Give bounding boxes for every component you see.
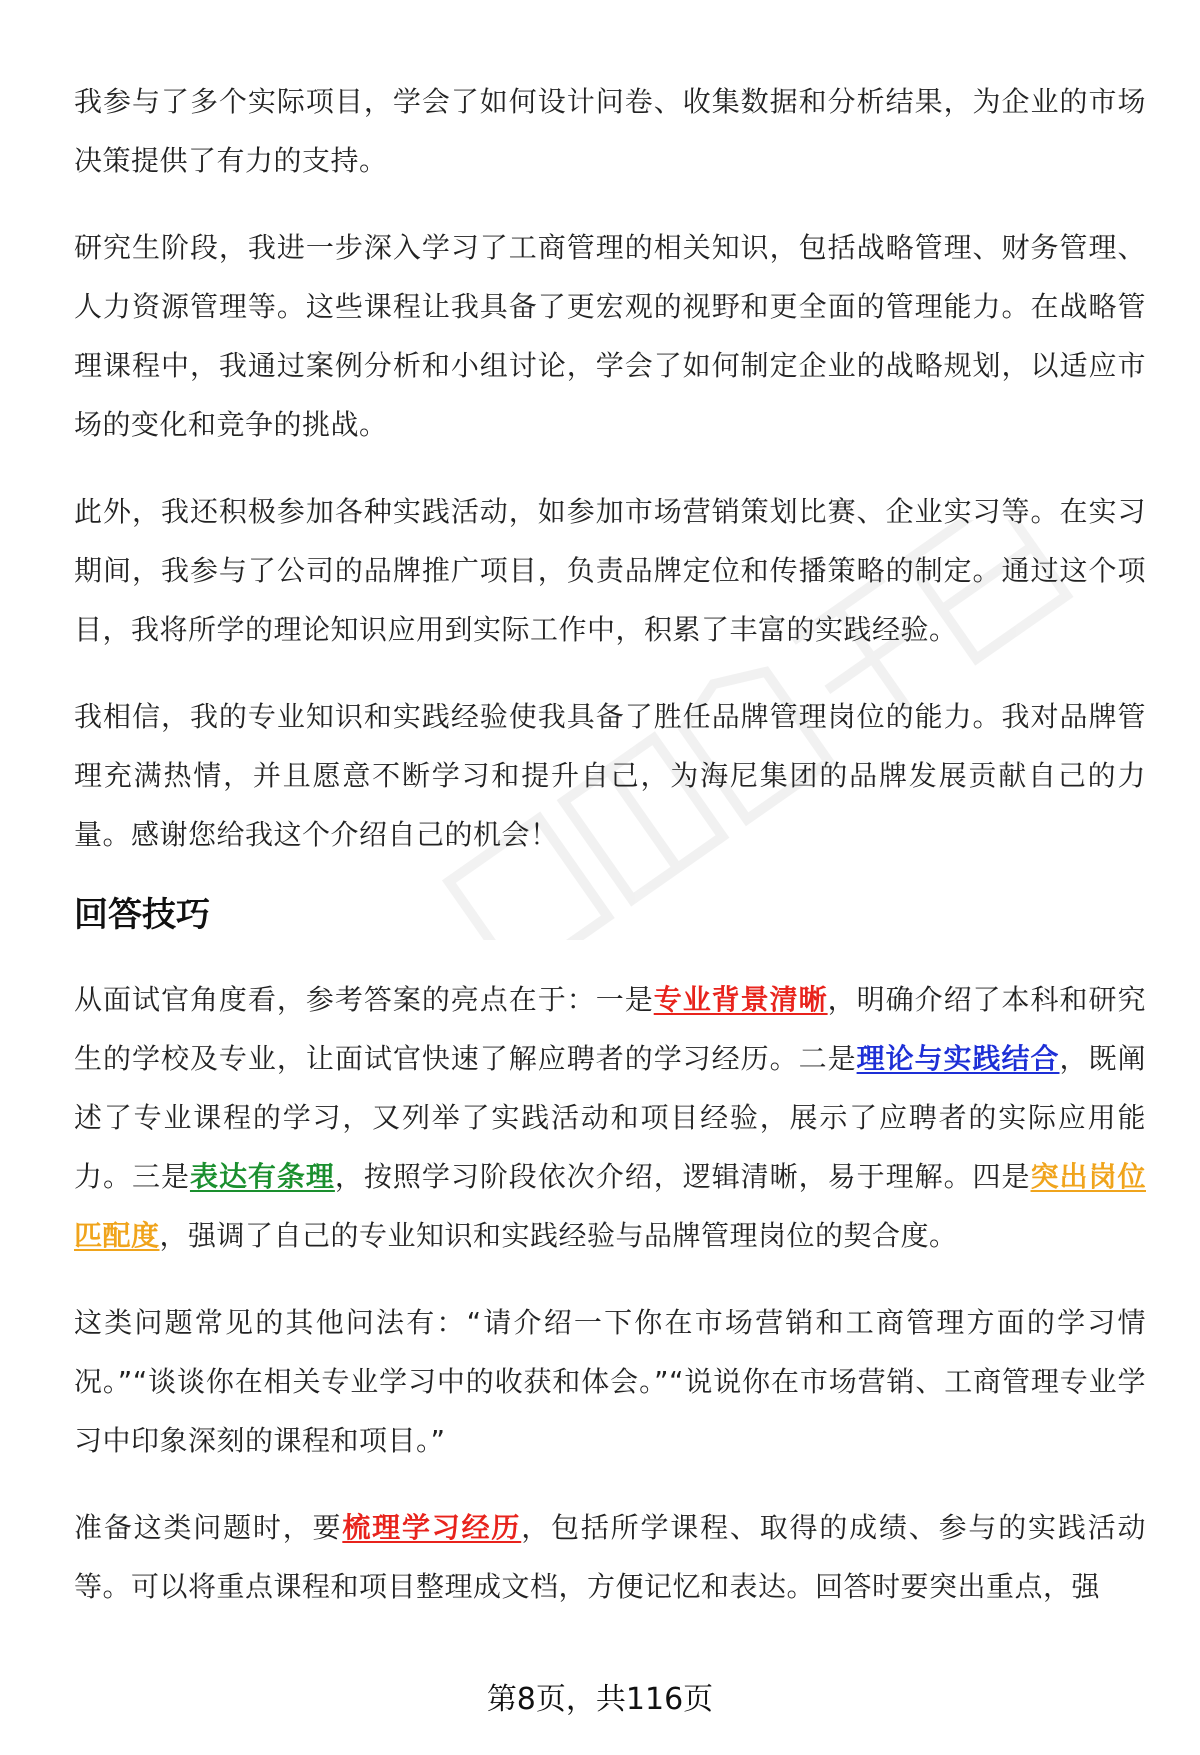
paragraph-interviewer-view bbox=[74, 970, 1146, 1265]
text-segment: ，强调了自己的专业知识和实践经验与品牌管理岗位的契合度。 bbox=[159, 1219, 958, 1252]
highlight-job-fit: 突出岗位匹配度 bbox=[74, 1160, 1146, 1252]
highlight-sort-learning-experience: 梳理学习经历 bbox=[342, 1511, 522, 1544]
text-segment: 准备这类问题时，要 bbox=[74, 1511, 343, 1544]
text-segment: ，既阐述了专业课程的学习，又列举了实践活动和项目经验，展示了应聘者的实际应用能力。三是 bbox=[74, 1042, 1146, 1193]
section-heading-answer-tips: 回答技巧 bbox=[74, 895, 210, 935]
text-segment: ，明确介绍了本科和研究生的学校及专业，让面试官快速了解应聘者的学习经历。二是 bbox=[74, 983, 1146, 1075]
paragraph-alternative-questions: 这类问题常见的其他问法有：“请介绍一下你在市场营销和工商管理方面的学习情况。”“谈谈你在相关专业学习中的收获和体会。”“说说你在市场营销、工商管理专业学习中印象深刻的课程和项目。” bbox=[74, 1306, 1146, 1457]
page-number-footer: 第8页，共116页 bbox=[486, 1682, 714, 1717]
text-segment: ，按照学习阶段依次介绍，逻辑清晰，易于理解。四是 bbox=[334, 1160, 1031, 1193]
paragraph-conclusion: 我相信，我的专业知识和实践经验使我具备了胜任品牌管理岗位的能力。我对品牌管理充满热情，并且愿意不断学习和提升自己，为海尼集团的品牌发展贡献自己的力量。感谢您给我这个介绍自己的机会！ bbox=[74, 700, 1146, 851]
paragraph-practice-activities: 此外，我还积极参加各种实践活动，如参加市场营销策划比赛、企业实习等。在实习期间，我参与了公司的品牌推广项目，负责品牌定位和传播策略的制定。通过这个项目，我将所学的理论知识应用到实际工作中，积累了丰富的实践经验。 bbox=[74, 495, 1146, 646]
text-segment: 从面试官角度看，参考答案的亮点在于：一是 bbox=[74, 983, 654, 1016]
highlight-professional-background: 专业背景清晰 bbox=[653, 983, 828, 1016]
highlight-theory-practice: 理论与实践结合 bbox=[856, 1042, 1060, 1075]
main-content bbox=[74, 72, 1146, 1644]
paragraph-project-experience: 我参与了多个实际项目，学会了如何设计问卷、收集数据和分析结果，为企业的市场决策提供了有力的支持。 bbox=[74, 85, 1146, 177]
highlight-organized-expression: 表达有条理 bbox=[189, 1160, 335, 1193]
text-segment: ，包括所学课程、取得的成绩、参与的实践活动等。可以将重点课程和项目整理成文档，方便记忆和表达。回答时要突出重点，强 bbox=[74, 1511, 1146, 1603]
paragraph-preparation bbox=[74, 1498, 1146, 1616]
paragraph-graduate-study: 研究生阶段，我进一步深入学习了工商管理的相关知识，包括战略管理、财务管理、人力资源管理等。这些课程让我具备了更宏观的视野和更全面的管理能力。在战略管理课程中，我通过案例分析和小组讨论，学会了如何制定企业的战略规划，以适应市场的变化和竞争的挑战。 bbox=[74, 231, 1146, 441]
